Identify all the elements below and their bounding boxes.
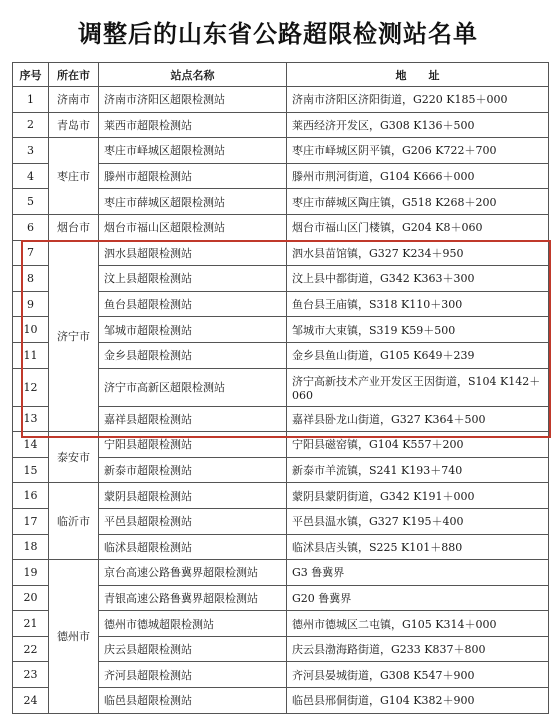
cell-index: 14 bbox=[13, 432, 49, 458]
cell-address: 滕州市荆河街道，G104 K666＋000 bbox=[287, 163, 549, 189]
cell-address: 泗水县苗馆镇，G327 K234＋950 bbox=[287, 240, 549, 266]
table-row bbox=[13, 112, 549, 138]
cell-name: 蒙阴县超限检测站 bbox=[99, 483, 287, 509]
cell-city: 泰安市 bbox=[49, 432, 99, 483]
cell-name: 泗水县超限检测站 bbox=[99, 240, 287, 266]
cell-name: 嘉祥县超限检测站 bbox=[99, 406, 287, 432]
cell-index: 15 bbox=[13, 457, 49, 483]
cell-index: 11 bbox=[13, 342, 49, 368]
cell-address: 汶上县中都街道，G342 K363＋300 bbox=[287, 266, 549, 292]
header-index: 序号 bbox=[13, 63, 49, 87]
table-row bbox=[13, 138, 549, 164]
cell-city: 济宁市 bbox=[49, 240, 99, 432]
cell-name: 莱西市超限检测站 bbox=[99, 112, 287, 138]
cell-name: 金乡县超限检测站 bbox=[99, 342, 287, 368]
cell-address: 蒙阴县蒙阴街道，G342 K191＋000 bbox=[287, 483, 549, 509]
table-row bbox=[13, 560, 549, 586]
table-header-row bbox=[13, 63, 549, 87]
cell-name: 德州市德城超限检测站 bbox=[99, 611, 287, 637]
cell-name: 平邑县超限检测站 bbox=[99, 508, 287, 534]
cell-address: 枣庄市薛城区陶庄镇，G518 K268＋200 bbox=[287, 189, 549, 215]
cell-address: 莱西经济开发区，G308 K136＋500 bbox=[287, 112, 549, 138]
cell-index: 19 bbox=[13, 560, 49, 586]
cell-address: G20 鲁冀界 bbox=[287, 585, 549, 611]
table-row bbox=[13, 87, 549, 113]
cell-name: 滕州市超限检测站 bbox=[99, 163, 287, 189]
cell-index: 17 bbox=[13, 508, 49, 534]
cell-name: 枣庄市峄城区超限检测站 bbox=[99, 138, 287, 164]
cell-index: 5 bbox=[13, 189, 49, 215]
cell-name: 枣庄市薛城区超限检测站 bbox=[99, 189, 287, 215]
cell-address: G3 鲁冀界 bbox=[287, 560, 549, 586]
cell-index: 12 bbox=[13, 368, 49, 406]
cell-name: 济宁市高新区超限检测站 bbox=[99, 368, 287, 406]
cell-city: 枣庄市 bbox=[49, 138, 99, 215]
cell-name: 烟台市福山区超限检测站 bbox=[99, 214, 287, 240]
cell-index: 24 bbox=[13, 688, 49, 714]
cell-index: 23 bbox=[13, 662, 49, 688]
cell-address: 临沭县店头镇，S225 K101＋880 bbox=[287, 534, 549, 560]
cell-address: 烟台市福山区门楼镇，G204 K8＋060 bbox=[287, 214, 549, 240]
table-row bbox=[13, 483, 549, 509]
cell-name: 新泰市超限检测站 bbox=[99, 457, 287, 483]
cell-index: 20 bbox=[13, 585, 49, 611]
cell-index: 9 bbox=[13, 291, 49, 317]
cell-city: 青岛市 bbox=[49, 112, 99, 138]
page-title: 调整后的山东省公路超限检测站名单 bbox=[78, 19, 478, 48]
cell-city: 济南市 bbox=[49, 87, 99, 113]
cell-address: 齐河县晏城街道，G308 K547＋900 bbox=[287, 662, 549, 688]
cell-index: 22 bbox=[13, 636, 49, 662]
cell-index: 2 bbox=[13, 112, 49, 138]
cell-address: 济南市济阳区济阳街道，G220 K185＋000 bbox=[287, 87, 549, 113]
cell-name: 汶上县超限检测站 bbox=[99, 266, 287, 292]
cell-index: 7 bbox=[13, 240, 49, 266]
table-row bbox=[13, 214, 549, 240]
cell-name: 青银高速公路鲁冀界超限检测站 bbox=[99, 585, 287, 611]
header-city: 所在市 bbox=[49, 63, 99, 87]
cell-index: 13 bbox=[13, 406, 49, 432]
station-table bbox=[12, 62, 549, 714]
cell-index: 3 bbox=[13, 138, 49, 164]
cell-name: 宁阳县超限检测站 bbox=[99, 432, 287, 458]
header-address: 地 址 bbox=[287, 63, 549, 87]
cell-name: 庆云县超限检测站 bbox=[99, 636, 287, 662]
cell-name: 鱼台县超限检测站 bbox=[99, 291, 287, 317]
cell-address: 新泰市羊流镇，S241 K193＋740 bbox=[287, 457, 549, 483]
cell-address: 枣庄市峄城区阴平镇，G206 K722＋700 bbox=[287, 138, 549, 164]
cell-address: 平邑县温水镇，G327 K195＋400 bbox=[287, 508, 549, 534]
cell-index: 21 bbox=[13, 611, 49, 637]
cell-city: 临沂市 bbox=[49, 483, 99, 560]
cell-address: 鱼台县王庙镇，S318 K110＋300 bbox=[287, 291, 549, 317]
cell-address: 金乡县鱼山街道，G105 K649＋239 bbox=[287, 342, 549, 368]
cell-address: 济宁高新技术产业开发区王因街道，S104 K142＋060 bbox=[287, 368, 549, 406]
cell-name: 临沭县超限检测站 bbox=[99, 534, 287, 560]
table-row bbox=[13, 432, 549, 458]
cell-city: 烟台市 bbox=[49, 214, 99, 240]
cell-address: 庆云县渤海路街道，G233 K837＋800 bbox=[287, 636, 549, 662]
table-row bbox=[13, 240, 549, 266]
cell-index: 16 bbox=[13, 483, 49, 509]
cell-address: 邹城市大束镇，S319 K59＋500 bbox=[287, 317, 549, 343]
cell-address: 德州市德城区二屯镇，G105 K314＋000 bbox=[287, 611, 549, 637]
cell-index: 10 bbox=[13, 317, 49, 343]
cell-index: 6 bbox=[13, 214, 49, 240]
cell-address: 临邑县邢侗街道，G104 K382＋900 bbox=[287, 688, 549, 714]
cell-city: 德州市 bbox=[49, 560, 99, 714]
cell-name: 济南市济阳区超限检测站 bbox=[99, 87, 287, 113]
cell-name: 临邑县超限检测站 bbox=[99, 688, 287, 714]
cell-name: 齐河县超限检测站 bbox=[99, 662, 287, 688]
cell-index: 18 bbox=[13, 534, 49, 560]
cell-index: 4 bbox=[13, 163, 49, 189]
cell-index: 8 bbox=[13, 266, 49, 292]
cell-address: 宁阳县磁窑镇，G104 K557＋200 bbox=[287, 432, 549, 458]
header-name: 站点名称 bbox=[99, 63, 287, 87]
cell-index: 1 bbox=[13, 87, 49, 113]
cell-name: 京台高速公路鲁冀界超限检测站 bbox=[99, 560, 287, 586]
cell-address: 嘉祥县卧龙山街道，G327 K364＋500 bbox=[287, 406, 549, 432]
cell-name: 邹城市超限检测站 bbox=[99, 317, 287, 343]
